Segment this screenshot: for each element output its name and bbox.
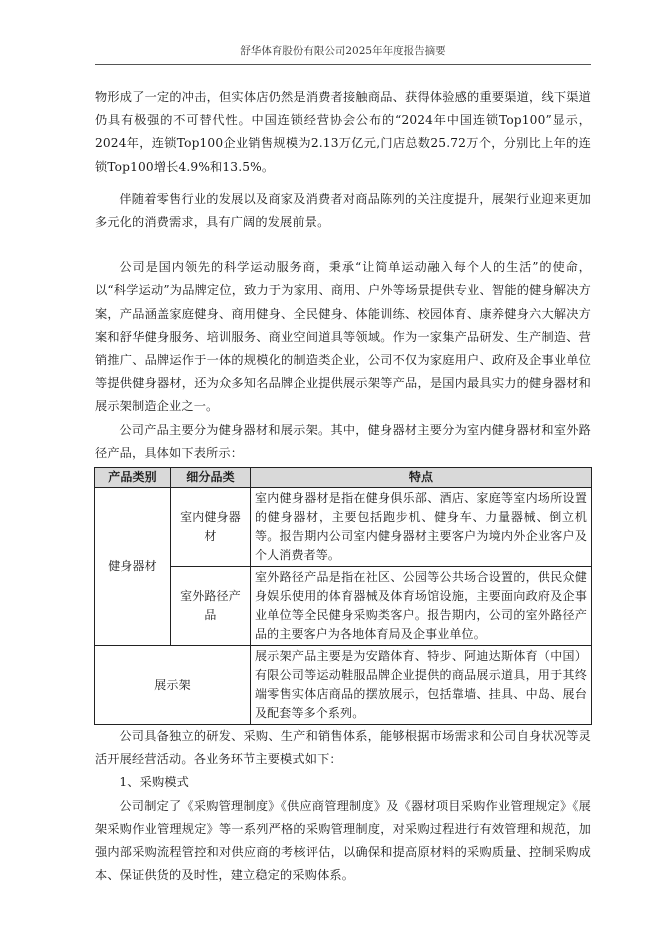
- table-row: [95, 646, 592, 725]
- header-subcategory: 细分品类: [171, 468, 251, 488]
- paragraph-products-intro: 公司产品主要分为健身器材和展示架。其中，健身器材主要分为室内健身器材和室外路径产品，具体如下表所示：: [95, 422, 591, 460]
- paragraph-business-model: 公司具备独立的研发、采购、生产和销售体系，能够根据市场需求和公司自身状况等灵活开展经营活动。各业务环节主要模式如下：: [95, 729, 591, 767]
- cell-display-rack: 展示架: [95, 646, 251, 725]
- paragraph-rack-industry: 伴随着零售行业的发展以及商家及消费者对商品陈列的关注度提升，展架行业迎来更加多元化的消费需求，具有广阔的发展前景。: [95, 191, 591, 230]
- product-table: [94, 467, 592, 725]
- cell-display-rack-feature: 展示架产品主要是为安踏体育、特步、阿迪达斯体育（中国）有限公司等运动鞋服品牌企业提供的商品展示道具，用于其终端零售实体店商品的摆放展示，包括靠墙、挂具、中岛、展台及配套等多个系列。: [251, 646, 592, 725]
- table-row: [95, 488, 592, 567]
- cell-outdoor-feature: 室外路径产品是指在社区、公园等公共场合设置的，供民众健身娱乐使用的体育器械及体育场馆设施，主要面向政府及企事业单位等全民健身采购类客户。报告期内，公司的室外路径产品的主要客户为各地体育局及企事业单位。: [251, 567, 592, 646]
- document-body: [95, 86, 591, 887]
- cell-indoor-feature: 室内健身器材是指在健身俱乐部、酒店、家庭等室内场所设置的健身器材，主要包括跑步机、健身车、力量器械、倒立机等。报告期内公司室内健身器材主要客户为境内外企业客户及个人消费者等。: [251, 488, 592, 567]
- page-header: 舒华体育股份有限公司2025年年度报告摘要: [95, 43, 591, 65]
- cell-indoor-fitness: 室内健身器材: [171, 488, 251, 567]
- header-features: 特点: [251, 468, 592, 488]
- cell-fitness-equipment: 健身器材: [95, 488, 171, 646]
- cell-outdoor-path: 室外路径产品: [171, 567, 251, 646]
- paragraph-procurement: 公司制定了《采购管理制度》《供应商管理制度》及《器材项目采购作业管理规定》《展架采购作业管理规定》等一系列严格的采购管理制度，对采购过程进行有效管理和规范，加强内部采购流程管控和对供应商的考核评估，以确保和提高原材料的采购质量、控制采购成本、保证供货的及时性，建立稳定的采购体系。: [95, 798, 591, 883]
- table-header-row: [95, 468, 592, 488]
- paragraph-company-intro: 公司是国内领先的科学运动服务商，秉承“让简单运动融入每个人的生活”的使命，以“科学运动”为品牌定位，致力于为家用、商用、户外等场景提供专业、智能的健身解决方案，产品涵盖家庭健身、商用健身、全民健身、体能训练、校园体育、康养健身六大解决方案和舒华健身服务、培训服务、商业空间道具等领域。作为一家集产品研发、生产制造、营销推广、品牌运作于一体的规模化的制造类企业，公司不仅为家庭用户、政府及企事业单位等提供健身器材，还为众多知名品牌企业提供展示架等产品，是国内最具实力的健身器材和展示架制造企业之一。: [95, 260, 591, 414]
- section-heading-procurement: 1、采购模式: [119, 775, 189, 790]
- header-product-category: 产品类别: [95, 468, 171, 488]
- paragraph-retail-channels: 物形成了一定的冲击，但实体店仍然是消费者接触商品、获得体验感的重要渠道，线下渠道仍具有极强的不可替代性。中国连锁经营协会公布的“2024年中国连锁Top100”显示，2024年，连锁Top100企业销售规模为2.13万亿元,门店总数25.72万个，分别比上年的连锁Top100增长4.9%和13.5%。: [95, 90, 591, 174]
